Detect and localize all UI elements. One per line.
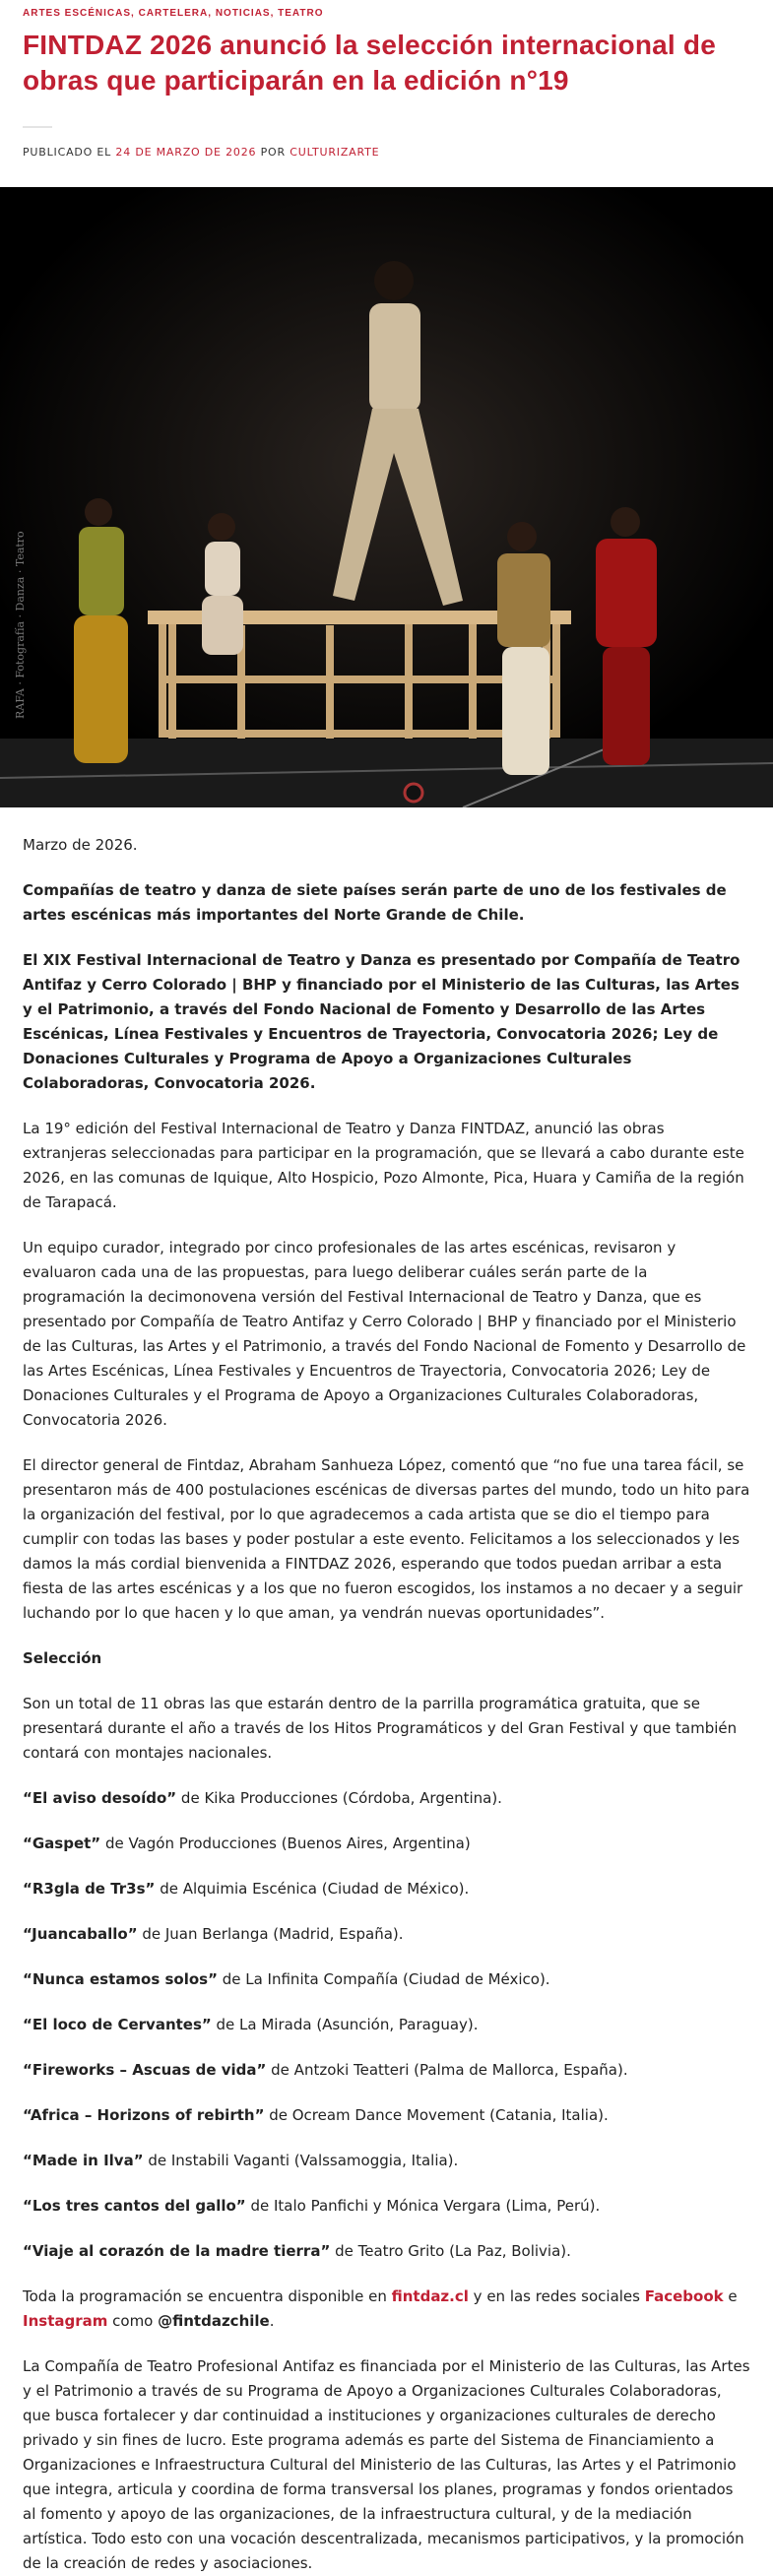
lead-paragraph-1: [23, 878, 750, 928]
work-title: “El aviso desoído”: [23, 1789, 177, 1807]
paragraph-5: La Compañía de Teatro Profesional Antifaz es financiada por el Ministerio de las Culturas, las Artes y el Patrimonio a través de su Programa de Apoyo a Organizaciones Culturales Colaboradoras, que busca fortalecer y dar continuidad a instituciones y organizaciones culturales de derecho privado y sin fines de lucro. Este programa además es parte del Sistema de Financiamiento a Organizaciones e Infraestructura Cultural del Ministerio de las Culturas, las Artes y el Patrimonio que integra, articula y coordina de forma transversal los planes, programas y fondos orientados al fomento y apoyo de las organizaciones, de la infraestructura cultural, y de la mediación artística. Todo esto con una vocación descentralizada, mecanismos participativos, y la promoción de la creación de redes y asociaciones.: [23, 2357, 750, 2572]
title-divider: [23, 126, 52, 128]
work-title: “Africa – Horizons of rebirth”: [23, 2106, 265, 2124]
page-title: FINTDAZ 2026 anunció la selección internacional de obras que participarán en la edición n°19: [23, 30, 716, 96]
work-title: “R3gla de Tr3s”: [23, 1880, 156, 1898]
work-item: [23, 2058, 750, 2083]
lead-text-1: Compañías de teatro y danza de siete países serán parte de uno de los festivales de artes escénicas más importantes del Norte Grande de Chile.: [23, 881, 727, 924]
author-link[interactable]: CULTURIZARTE: [290, 146, 380, 159]
published-label: PUBLICADO EL: [23, 146, 112, 159]
category-list: ARTES ESCÉNICAS, CARTELERA, NOTICIAS, TEATRO: [23, 8, 324, 19]
social-and: e: [723, 2287, 738, 2305]
work-title: “Gaspet”: [23, 1835, 101, 1852]
category-link[interactable]: ARTES ESCÉNICAS: [23, 8, 132, 19]
social-end: .: [269, 2312, 275, 2330]
work-title: “El loco de Cervantes”: [23, 2016, 212, 2033]
work-details: de Vagón Producciones (Buenos Aires, Argentina): [100, 1835, 471, 1852]
work-item: [23, 2239, 750, 2264]
website-link[interactable]: fintdaz.cl: [391, 2287, 469, 2305]
work-title: “Viaje al corazón de la madre tierra”: [23, 2242, 331, 2260]
work-title: “Nunca estamos solos”: [23, 1970, 218, 1988]
work-details: de Juan Berlanga (Madrid, España).: [137, 1925, 404, 1943]
social-mid: y en las redes sociales: [468, 2287, 645, 2305]
category-link[interactable]: CARTELERA: [138, 8, 209, 19]
work-item: [23, 1832, 750, 1856]
work-item: [23, 2194, 750, 2219]
work-details: de Teatro Grito (La Paz, Bolivia).: [330, 2242, 571, 2260]
work-title: “Made in Ilva”: [23, 2152, 144, 2169]
instagram-link[interactable]: Instagram: [23, 2312, 108, 2330]
paragraph-1: La 19° edición del Festival Internacional de Teatro y Danza FINTDAZ, anunció las obras extranjeras seleccionadas para participar en la programación, que se llevará a cabo durante este 2026, en las comunas de Iquique, Alto Hospicio, Pozo Almonte, Pica, Huara y Camiña de la región de Tarapacá.: [23, 1120, 744, 1211]
work-item: [23, 1877, 750, 1901]
by-label: POR: [260, 146, 286, 159]
work-details: de Kika Producciones (Córdoba, Argentina).: [176, 1789, 502, 1807]
work-details: de Italo Panfichi y Mónica Vergara (Lima, Perú).: [245, 2197, 601, 2215]
hero-image: [0, 187, 773, 807]
facebook-link[interactable]: Facebook: [644, 2287, 724, 2305]
instagram-handle: @fintdazchile: [158, 2312, 270, 2330]
post-date-link[interactable]: 24 DE MARZO DE 2026: [115, 146, 257, 159]
paragraph-3: El director general de Fintdaz, Abraham Sanhueza López, comentó que “no fue una tarea fácil, se presentaron más de 400 postulaciones escénicas de diversas partes del mundo, todo un hito para la organización del festival, por lo que agradecemos a cada artista que se dio el tiempo para cumplir con todas las bases y poder postular a este evento. Felicitamos a los seleccionados y les damos la más cordial bienvenida a FINTDAZ 2026, esperando que todos puedan arribar a esta fiesta de las artes escénicas y a los que no fueron escogidos, los instamos a no decaer y a seguir luchando por lo que hacen y lo que aman, ya vendrán nuevas oportunidades”.: [23, 1456, 750, 1622]
social-como: como: [107, 2312, 159, 2330]
post-meta: [23, 146, 750, 160]
article-header: [0, 0, 773, 160]
photo-credit: RAFA · Fotografía · Danza · Teatro: [14, 531, 27, 719]
dancer-left: [74, 498, 128, 763]
work-item: [23, 2149, 750, 2173]
article-body: [0, 833, 773, 2576]
work-item: [23, 2013, 750, 2037]
work-details: de Antzoki Teatteri (Palma de Mallorca, España).: [266, 2061, 628, 2079]
lead-text-2: El XIX Festival Internacional de Teatro y Danza es presentado por Compañía de Teatro Antifaz y Cerro Colorado | BHP y financiado por el Ministerio de las Culturas, las Artes y el Patrimonio, a través del Fondo Nacional de Fomento y Desarrollo de las Artes Escénicas, Línea Festivales y Encuentros de Trayectoria, Convocatoria 2026; Ley de Donaciones Culturales y Programa de Apoyo a Organizaciones Culturales Colaboradoras, Convocatoria 2026.: [23, 951, 741, 1092]
dateline: Marzo de 2026.: [23, 836, 138, 854]
paragraph-2: Un equipo curador, integrado por cinco profesionales de las artes escénicas, revisaron y evaluaron cada una de las propuestas, para luego deliberar cuáles serán parte de la programación la decimonovena versión del Festival Internacional de Teatro y Danza, que es presentado por Compañía de Teatro Antifaz y Cerro Colorado | BHP y financiado por el Ministerio de las Culturas, las Artes y el Patrimonio, a través del Fondo Nacional de Fomento y Desarrollo de las Artes Escénicas, Línea Festivales y Encuentros de Trayectoria, Convocatoria 2026; Ley de Donaciones Culturales y el Programa de Apoyo a Organizaciones Culturales Colaboradoras, Convocatoria 2026.: [23, 1239, 746, 1429]
work-item: [23, 1967, 750, 1992]
social-paragraph: [23, 2285, 750, 2334]
work-title: “Los tres cantos del gallo”: [23, 2197, 246, 2215]
work-title: “Juancaballo”: [23, 1925, 138, 1943]
category-link[interactable]: TEATRO: [278, 8, 324, 19]
work-title: “Fireworks – Ascuas de vida”: [23, 2061, 267, 2079]
dancer-right: [596, 507, 657, 765]
work-item: [23, 1786, 750, 1811]
work-details: de Ocream Dance Movement (Catania, Italia).: [264, 2106, 609, 2124]
work-item: [23, 1922, 750, 1947]
social-prefix: Toda la programación se encuentra disponible en: [23, 2287, 392, 2305]
selection-heading-text: Selección: [23, 1649, 102, 1667]
work-details: de La Mirada (Asunción, Paraguay).: [211, 2016, 479, 2033]
category-link[interactable]: NOTICIAS: [215, 8, 271, 19]
work-details: de Alquimia Escénica (Ciudad de México).: [155, 1880, 470, 1898]
work-item: [23, 2103, 750, 2128]
lead-paragraph-2: [23, 948, 750, 1096]
work-details: de La Infinita Compañía (Ciudad de México).: [217, 1970, 550, 1988]
paragraph-4: Son un total de 11 obras las que estarán dentro de la parrilla programática gratuita, que se presentará durante el año a través de los Hitos Programáticos y del Gran Festival y que también contará con montajes nacionales.: [23, 1695, 738, 1762]
selection-heading: [23, 1646, 750, 1671]
work-details: de Instabili Vaganti (Valssamoggia, Italia).: [143, 2152, 459, 2169]
